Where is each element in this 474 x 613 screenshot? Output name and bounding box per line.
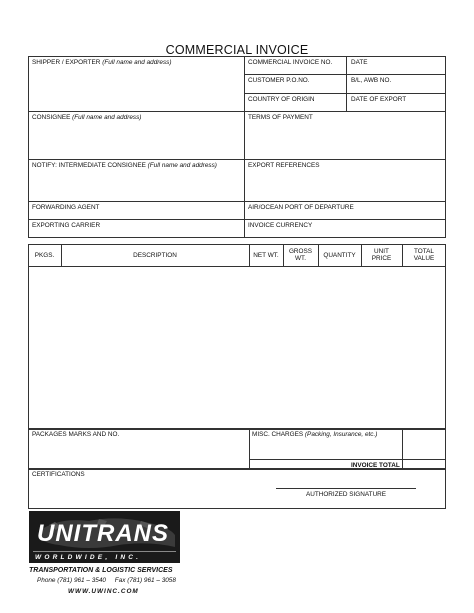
notify-field[interactable] (32, 162, 217, 169)
authorized-signature-label: AUTHORIZED SIGNATURE (305, 491, 387, 498)
packages-marks-field[interactable]: PACKAGES MARKS AND NO. (32, 431, 120, 438)
notify-label: NOTIFY: INTERMEDIATE CONSIGNEE (32, 162, 146, 169)
consignee-note: (Full name and address) (72, 114, 142, 121)
country-origin-field[interactable]: COUNTRY OF ORIGIN (248, 96, 315, 103)
col-header-pkgs: PKGS. (34, 252, 55, 259)
gross-line-1: GROSS (288, 248, 313, 255)
row-line (244, 93, 446, 94)
misc-charges-field[interactable] (252, 431, 377, 438)
invoice-total-value[interactable] (403, 460, 445, 468)
logo-wordmark: UNITRANS (37, 520, 169, 547)
shipper-note: (Full name and address) (102, 59, 172, 66)
row-line (244, 74, 446, 75)
col-header-net-wt: NET WT. (253, 252, 279, 259)
unit-line-2: PRICE (371, 255, 392, 262)
misc-charges-note: (Packing, Insurance, etc.) (304, 431, 378, 438)
consignee-field[interactable] (32, 114, 141, 121)
invoice-currency-field[interactable]: INVOICE CURRENCY (248, 222, 313, 229)
row-line (28, 201, 446, 202)
row-line (28, 111, 446, 112)
gross-line-2: WT. (294, 255, 306, 262)
forwarding-agent-field[interactable]: FORWARDING AGENT (32, 204, 100, 211)
row-line (28, 219, 446, 220)
col-header-description: DESCRIPTION (133, 252, 177, 259)
date-field[interactable]: DATE (351, 59, 368, 66)
col-header-total-value (402, 248, 446, 262)
page-title: COMMERCIAL INVOICE (165, 43, 309, 57)
upper-right-divider (346, 56, 347, 112)
port-departure-field[interactable]: AIR/OCEAN PORT OF DEPARTURE (248, 204, 354, 211)
exporting-carrier-field[interactable]: EXPORTING CARRIER (32, 222, 101, 229)
unit-line-1: UNIT (374, 248, 389, 255)
bl-awb-field[interactable]: B/L, AWB NO. (351, 77, 392, 84)
col-header-gross-wt (283, 248, 318, 262)
invoice-total-label: INVOICE TOTAL (351, 462, 400, 469)
invoice-no-field[interactable]: COMMERCIAL INVOICE NO. (248, 59, 333, 66)
upper-divider (244, 56, 245, 238)
notify-note: (Full name and address) (147, 162, 217, 169)
company-phone: Phone (781) 961 – 3540 Fax (781) 961 – 3058 (37, 577, 176, 584)
export-refs-field[interactable]: EXPORT REFERENCES (248, 162, 320, 169)
marks-divider (249, 429, 250, 469)
items-body[interactable] (29, 267, 445, 428)
col-header-unit-price (361, 248, 402, 262)
total-line-1: TOTAL (413, 248, 434, 255)
date-export-field[interactable]: DATE OF EXPORT (351, 96, 407, 103)
terms-payment-field[interactable]: TERMS OF PAYMENT (248, 114, 313, 121)
certifications-field[interactable]: CERTIFICATIONS (32, 471, 85, 478)
company-website[interactable]: WWW.UWINC.COM (68, 588, 139, 595)
misc-charges-label: MISC. CHARGES (252, 431, 304, 438)
certifications-box (28, 469, 446, 509)
shipper-label: SHIPPER / EXPORTER (32, 59, 101, 66)
consignee-label: CONSIGNEE (32, 114, 71, 121)
total-line-2: VALUE (413, 255, 435, 262)
row-line (28, 159, 446, 160)
signature-line[interactable] (276, 488, 416, 489)
logo-subtitle: WORLDWIDE, INC. (35, 554, 142, 561)
customer-po-field[interactable]: CUSTOMER P.O.NO. (248, 77, 310, 84)
col-header-quantity: QUANTITY (323, 252, 356, 259)
shipper-field[interactable] (32, 59, 171, 66)
company-logo (29, 511, 180, 563)
company-tagline: TRANSPORTATION & LOGISTIC SERVICES (29, 567, 173, 574)
